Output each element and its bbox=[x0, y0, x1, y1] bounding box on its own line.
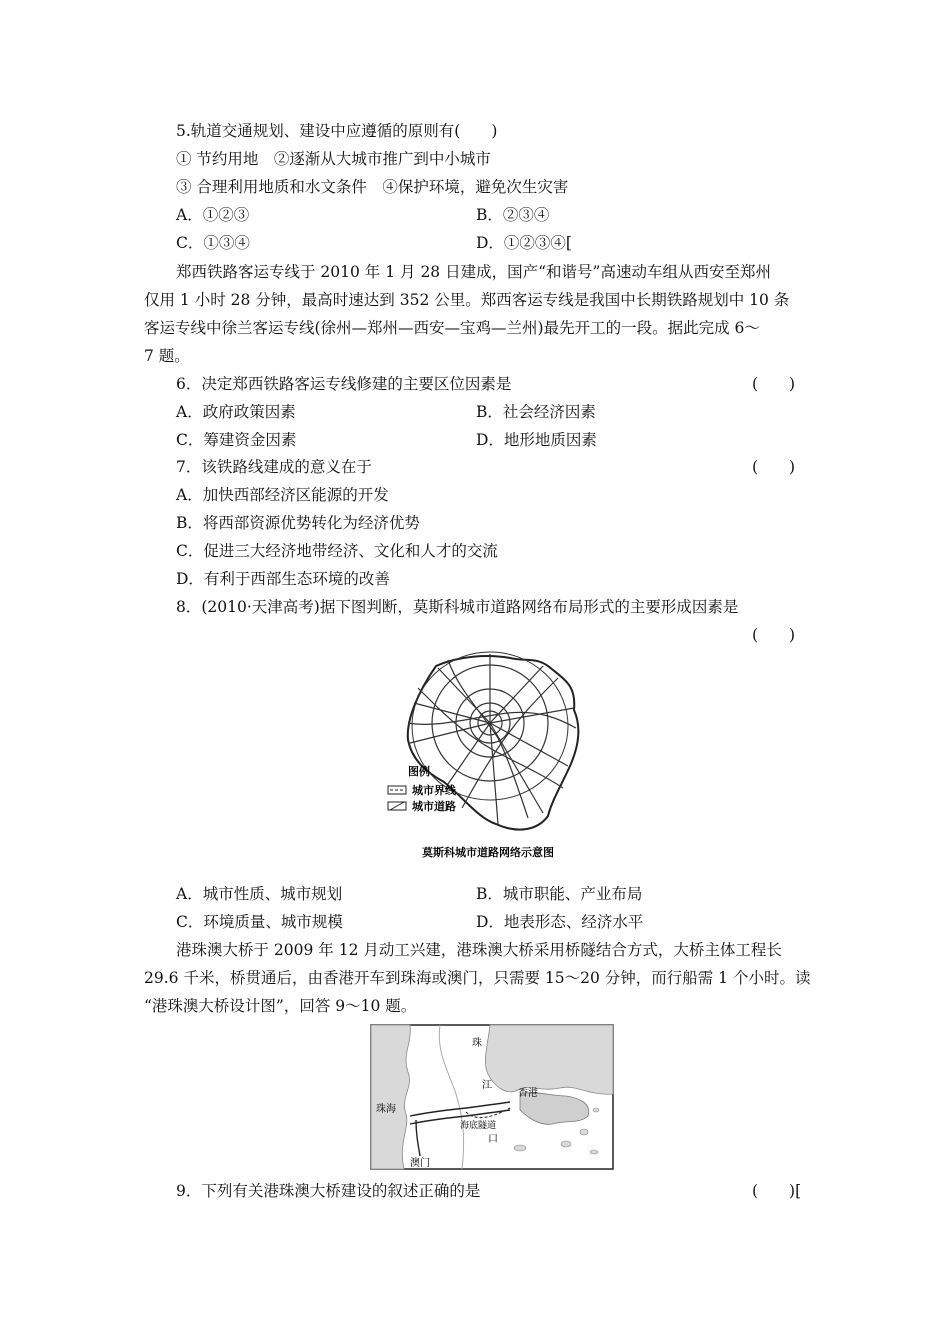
q5-option-a: A．①②③ bbox=[176, 206, 250, 224]
legend-road-line bbox=[390, 802, 404, 810]
q7-answer-bracket: ( ) bbox=[752, 458, 796, 476]
passage1-line-1: 郑西铁路客运专线于 2010 年 1 月 28 日建成，国产“和谐号”高速动车组从西安至郑州 bbox=[176, 263, 771, 281]
q5-stem: 5.轨道交通规划、建设中应遵循的原则有( ) bbox=[176, 122, 498, 140]
q7-option-b: B．将西部资源优势转化为经济优势 bbox=[176, 514, 420, 532]
label-zhu: 珠 bbox=[472, 1038, 482, 1049]
q6-option-d: D．地形地质因素 bbox=[476, 431, 597, 449]
legend-title: 图例 bbox=[408, 765, 430, 778]
q8-option-b: B．城市职能、产业布局 bbox=[476, 885, 643, 903]
q6-option-b: B．社会经济因素 bbox=[476, 403, 596, 421]
passage2-line-3: “港珠澳大桥设计图”，回答 9～10 题。 bbox=[144, 997, 417, 1015]
figure-legend bbox=[388, 764, 457, 813]
q6-answer-bracket: ( ) bbox=[752, 375, 796, 393]
q5-option-d: D．①②③④[ bbox=[476, 234, 572, 252]
passage1-line-2: 仅用 1 小时 28 分钟，最高时速达到 352 公里。郑西客运专线是我国中长期铁路规划中 10 条 bbox=[144, 291, 790, 309]
q5-statements-2: ③ 合理利用地质和水文条件 ④保护环境，避免次生灾害 bbox=[176, 178, 569, 196]
hzm-bridge-map-figure bbox=[370, 1024, 614, 1170]
q8-option-a: A．城市性质、城市规划 bbox=[176, 885, 343, 903]
q7-option-a: A．加快西部经济区能源的开发 bbox=[176, 486, 389, 504]
q5-option-c: C．①③④ bbox=[176, 234, 250, 252]
label-macao: 澳门 bbox=[410, 1158, 430, 1169]
q6-stem: 6．决定郑西铁路客运专线修建的主要区位因素是 bbox=[176, 375, 512, 393]
label-kou: 口 bbox=[488, 1134, 498, 1145]
q7-stem: 7．该铁路线建成的意义在于 bbox=[176, 458, 372, 476]
label-subsea-tunnel: 海底隧道 bbox=[460, 1121, 497, 1131]
passage1-line-3: 客运专线中徐兰客运专线(徐州—郑州—西安—宝鸡—兰州)最先开工的一段。据此完成 6～ bbox=[144, 319, 760, 337]
label-jiang: 江 bbox=[482, 1080, 492, 1091]
q5-statements-1: ① 节约用地 ②逐渐从大城市推广到中小城市 bbox=[176, 150, 491, 168]
q7-option-d: D．有利于西部生态环境的改善 bbox=[176, 570, 390, 588]
moscow-figure-caption: 莫斯科城市道路网络示意图 bbox=[422, 846, 554, 859]
city-roads bbox=[408, 652, 576, 824]
q9-answer-bracket: ( )[ bbox=[752, 1182, 802, 1200]
q5-option-b: B．②③④ bbox=[476, 206, 550, 224]
label-hongkong: 香港 bbox=[518, 1088, 538, 1099]
passage2-line-1: 港珠澳大桥于 2009 年 12 月动工兴建，港珠澳大桥采用桥隧结合方式，大桥主体工程长 bbox=[176, 941, 782, 959]
q9-stem: 9．下列有关港珠澳大桥建设的叙述正确的是 bbox=[176, 1182, 481, 1200]
passage2-line-2: 29.6 千米，桥贯通后，由香港开车到珠海或澳门，只需要 15～20 分钟，而行船需 1 个小时。读 bbox=[144, 969, 811, 987]
label-zhuhai: 珠海 bbox=[376, 1104, 396, 1115]
q6-option-c: C．筹建资金因素 bbox=[176, 431, 297, 449]
q6-option-a: A．政府政策因素 bbox=[176, 403, 296, 421]
q8-stem: 8．(2010·天津高考)据下图判断，莫斯科城市道路网络布局形式的主要形成因素是 bbox=[176, 598, 739, 616]
legend-road-label: 城市道路 bbox=[412, 800, 456, 813]
q8-option-c: C．环境质量、城市规模 bbox=[176, 913, 343, 931]
land-north-east bbox=[485, 1025, 613, 1094]
moscow-road-map-figure bbox=[378, 648, 598, 874]
q8-answer-bracket: ( ) bbox=[752, 626, 796, 644]
q8-option-d: D．地表形态、经济水平 bbox=[476, 913, 644, 931]
q7-option-c: C．促进三大经济地带经济、文化和人才的交流 bbox=[176, 542, 498, 560]
legend-boundary-label: 城市界线 bbox=[412, 784, 456, 797]
passage1-line-4: 7 题。 bbox=[144, 347, 190, 365]
